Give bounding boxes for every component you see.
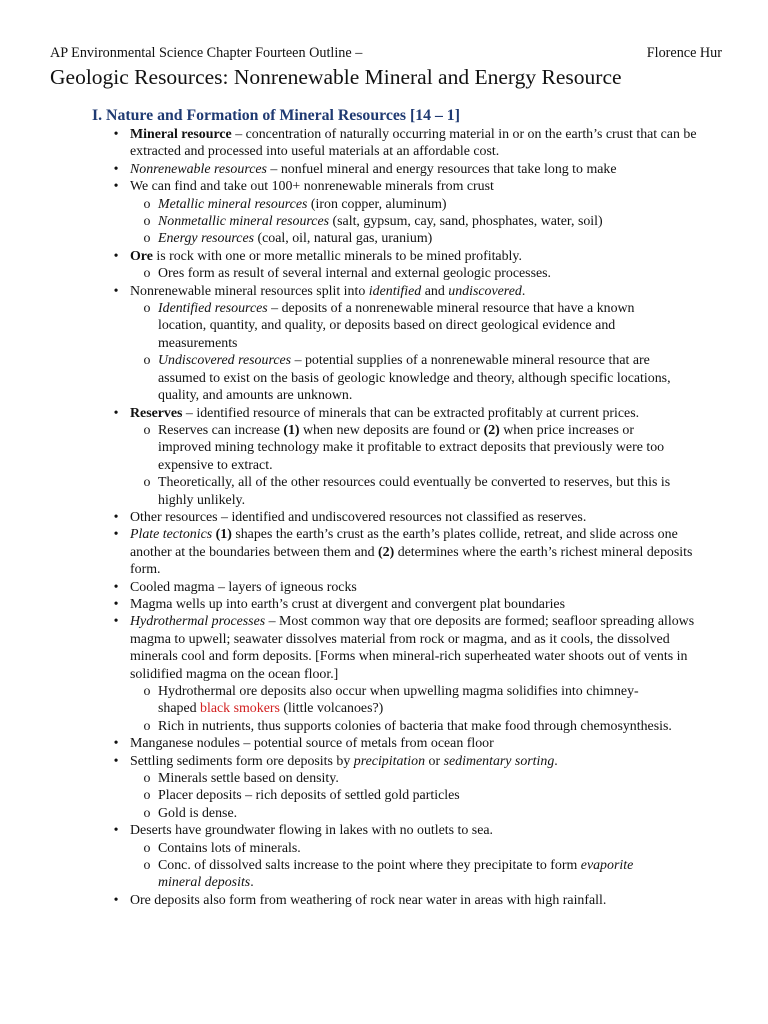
text-run: Placer deposits – rich deposits of settled gold particles [158, 788, 460, 804]
text-run: Nonrenewable mineral resources split into [130, 283, 369, 299]
sub-bullet-icon: o [143, 718, 151, 734]
section-heading: I. Nature and Formation of Mineral Resources [14 – 1] [92, 107, 460, 124]
bold-text: Ore [130, 248, 153, 264]
sub-list [130, 196, 720, 248]
sub-item [0, 770, 720, 787]
text-run: is rock with one or more metallic minerals to be mined profitably. [152, 248, 522, 264]
italic-text: Nonmetallic mineral resources [158, 214, 330, 230]
italic-text: identified [368, 283, 422, 299]
text-run: and [421, 283, 449, 299]
bullet-icon: • [113, 596, 119, 612]
italic-text: Identified resources [158, 301, 268, 317]
sub-bullet-icon: o [143, 475, 151, 491]
text-run: Ore deposits also form from weathering of rock near water in areas with high rainfall. [130, 892, 607, 908]
text-run: Deserts have groundwater flowing in lakes with no outlets to sea. [130, 823, 494, 839]
bullet-icon: • [113, 579, 119, 595]
text-run: . [250, 875, 254, 891]
text-run: Manganese nodules – potential source of metals from ocean floor [130, 736, 494, 752]
bold-text: (1) [283, 422, 300, 438]
text-run: . [521, 283, 526, 299]
sub-list [130, 840, 720, 892]
outline-item [0, 822, 768, 892]
outline-item [0, 161, 768, 178]
text-run: Conc. of dissolved salts increase to the point where they precipitate to form [158, 858, 581, 874]
bold-text: Mineral resource [130, 127, 232, 142]
text-run: when price increases or improved mining technology make it profitable to extract deposits that previously were too expensive to extract. [158, 422, 665, 473]
sub-bullet-icon: o [143, 353, 151, 369]
sub-bullet-icon: o [143, 684, 151, 699]
text-run: (iron copper, aluminum) [307, 196, 447, 212]
text-run: Settling sediments form ore deposits by [130, 753, 354, 769]
sub-bullet-icon: o [143, 422, 151, 438]
highlight-text: black smokers [200, 701, 280, 717]
italic-text: evaporite mineral deposits [158, 858, 634, 891]
sub-item [0, 422, 720, 474]
bullet-icon: • [113, 405, 119, 421]
text-run: determines where the earth’s richest mineral deposits form. [130, 544, 693, 578]
sub-bullet-icon: o [143, 266, 151, 282]
text-run: Gold is dense. [158, 805, 238, 821]
text-run: – deposits of a nonrenewable mineral resource that have a known location, quantity, and quality, or deposits based on direct geological evidence and measurements [158, 301, 635, 351]
sub-item [0, 196, 720, 213]
bullet-icon: • [113, 248, 119, 264]
bullet-icon: • [113, 127, 119, 142]
outline-item [0, 735, 768, 752]
italic-text: Plate tectonics [130, 527, 213, 543]
bullet-icon: • [113, 614, 119, 630]
outline-item [0, 892, 768, 909]
document-title: Geologic Resources: Nonrenewable Mineral and Energy Resource [50, 65, 622, 89]
sub-item [0, 683, 720, 718]
sub-item [0, 840, 720, 857]
italic-text: sedimentary sorting [443, 753, 555, 769]
text-run: or [425, 753, 444, 769]
text-run: (salt, gypsum, cay, sand, phosphates, water, soil) [329, 214, 603, 230]
sub-item [0, 787, 720, 804]
sub-list [130, 683, 720, 735]
text-run: – potential supplies of a nonrenewable mineral resource that are assumed to exist on the basis of geologic knowledge and theory, although specific locations, quality, and amounts are unknown. [158, 353, 671, 404]
italic-text: precipitation [353, 753, 426, 769]
text-run: Cooled magma – layers of igneous rocks [130, 579, 357, 595]
bullet-icon: • [113, 823, 119, 839]
sub-bullet-icon: o [143, 771, 151, 787]
text-run: when new deposits are found or [299, 422, 484, 438]
italic-text: Nonrenewable resources [130, 161, 267, 177]
italic-text: undiscovered [448, 283, 522, 299]
outline-item [0, 178, 768, 248]
sub-item [0, 474, 720, 509]
bullet-icon: • [113, 161, 119, 177]
sub-list [130, 265, 720, 282]
outline-item [0, 509, 768, 526]
text-run: Reserves can increase [158, 422, 284, 438]
bullet-icon: • [113, 179, 119, 195]
sub-item [0, 213, 720, 230]
sub-bullet-icon: o [143, 840, 151, 856]
sub-item [0, 805, 720, 822]
outline-body [0, 126, 768, 909]
sub-list [130, 770, 720, 822]
italic-text: Metallic mineral resources [158, 196, 308, 212]
text-run: Contains lots of minerals. [158, 840, 301, 856]
sub-bullet-icon: o [143, 196, 151, 212]
text-run: Hydrothermal ore deposits also occur when upwelling magma solidifies into chimney-shaped [158, 684, 639, 717]
text-run: (coal, oil, natural gas, uranium) [254, 231, 433, 247]
italic-text: Undiscovered resources [158, 353, 292, 369]
sub-item [0, 352, 720, 404]
outline-list [0, 126, 768, 909]
outline-item [0, 579, 768, 596]
sub-bullet-icon: o [143, 805, 151, 821]
bullet-icon: • [113, 283, 119, 299]
text-run: Minerals settle based on density. [158, 771, 339, 787]
text-run: – concentration of naturally occurring material in or on the earth’s crust that can be extracted and processed into useful materials at an affordable cost. [130, 127, 697, 160]
bold-text: Reserves [130, 405, 183, 421]
text-run: shapes the earth’s crust as the earth’s plates collide, retreat, and slide across one another at the boundaries between them and [130, 527, 678, 560]
italic-text: Hydrothermal processes [130, 614, 266, 630]
italic-text: Energy resources [158, 231, 255, 247]
text-run: – identified resource of minerals that can be extracted profitably at current prices. [182, 405, 640, 421]
bullet-icon: • [113, 892, 119, 908]
bold-text: (2) [483, 422, 500, 438]
sub-item [0, 230, 720, 247]
bullet-icon: • [113, 509, 119, 525]
outline-item [0, 248, 768, 283]
outline-item [0, 613, 768, 735]
text-run: Magma wells up into earth’s crust at divergent and convergent plat boundaries [130, 596, 565, 612]
text-run: We can find and take out 100+ nonrenewable minerals from crust [130, 179, 494, 195]
outline-item [0, 526, 768, 578]
text-run: Other resources – identified and undiscovered resources not classified as reserves. [130, 509, 587, 525]
text-run: . [554, 753, 558, 769]
course-title: AP Environmental Science Chapter Fourteen Outline – [50, 45, 363, 61]
sub-item [0, 265, 720, 282]
sub-bullet-icon: o [143, 301, 151, 317]
outline-item [0, 126, 768, 161]
sub-bullet-icon: o [143, 788, 151, 804]
bullet-icon: • [113, 736, 119, 752]
outline-item [0, 283, 768, 405]
sub-list [130, 422, 720, 509]
bullet-icon: • [113, 753, 119, 769]
bold-text: (2) [378, 544, 395, 560]
bullet-icon: • [113, 527, 119, 543]
text-run: – Most common way that ore deposits are formed; seafloor spreading allows magma to upwell; seawater dissolves material from rock or magma, and as it cools, the dissolved minerals cool and form deposits. [Forms when mineral-rich superheated water shoots out of vents in solidified magma on the ocean floor.] [130, 614, 695, 682]
bold-text: (1) [215, 527, 232, 543]
text-run: – nonfuel mineral and energy resources that take long to make [266, 161, 617, 177]
sub-item [0, 718, 720, 735]
page-header [50, 44, 722, 62]
author-name: Florence Hur [646, 45, 722, 61]
sub-bullet-icon: o [143, 858, 151, 874]
outline-item [0, 753, 768, 823]
sub-bullet-icon: o [143, 231, 151, 247]
sub-list [130, 300, 720, 404]
text-run: (little volcanoes?) [279, 701, 384, 717]
text-run: Ores form as result of several internal and external geologic processes. [158, 266, 552, 282]
text-run: Theoretically, all of the other resources could eventually be converted to reserves, but this is highly unlikely. [158, 475, 671, 508]
sub-item [0, 300, 720, 352]
text-run: Rich in nutrients, thus supports colonies of bacteria that make food through chemosynthesis. [158, 718, 672, 734]
outline-item [0, 596, 768, 613]
sub-item [0, 857, 720, 892]
sub-bullet-icon: o [143, 214, 151, 230]
outline-item [0, 405, 768, 509]
